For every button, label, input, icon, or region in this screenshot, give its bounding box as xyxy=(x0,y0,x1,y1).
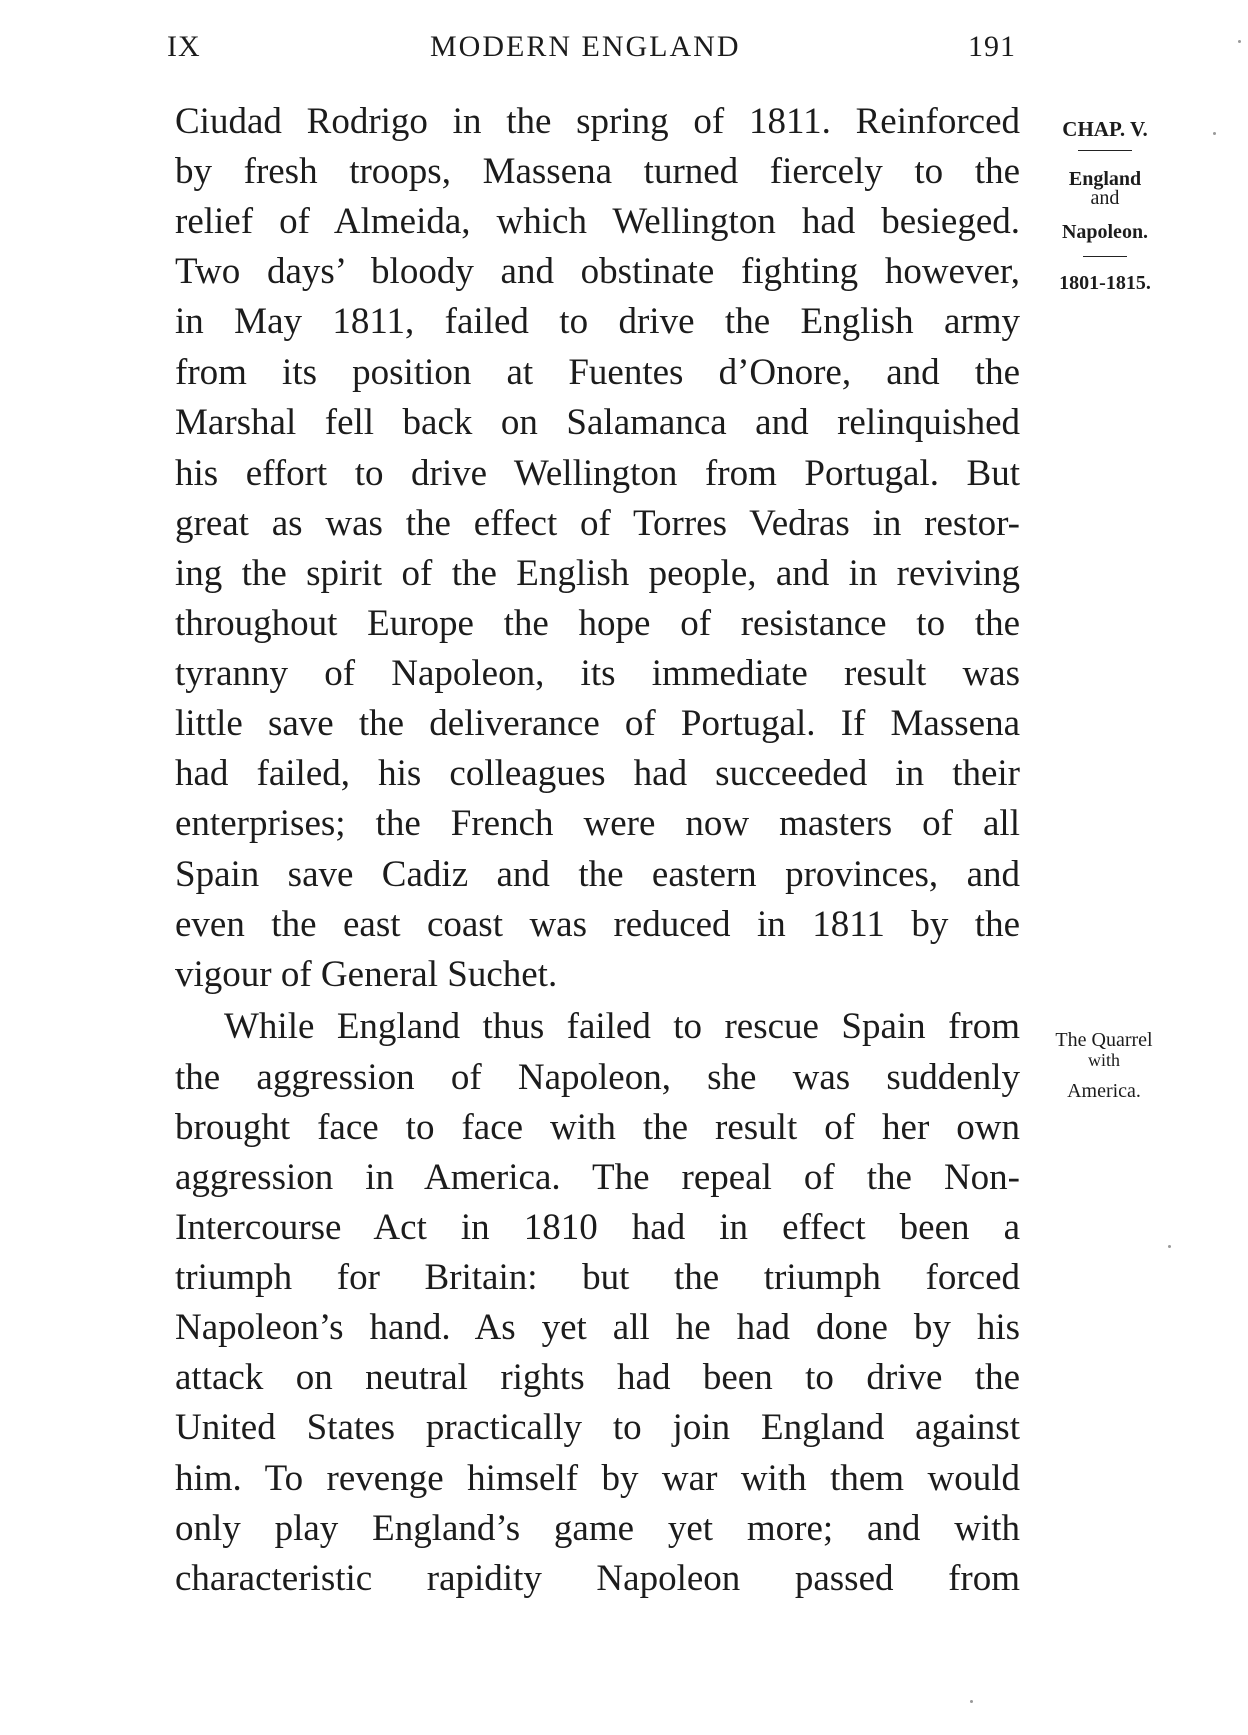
body-line: vigour of General Suchet. xyxy=(175,954,558,995)
body-line: great as was the effect of Torres Vedras in restor- xyxy=(175,503,1020,544)
margin-quarrel-line: America. xyxy=(1067,1080,1141,1102)
body-line: from its position at Fuentes d’Onore, and the xyxy=(175,352,1020,393)
body-line: attack on neutral rights had been to drive the xyxy=(175,1357,1020,1398)
body-line: ing the spirit of the English people, and in reviving xyxy=(175,553,1020,594)
margin-topic-line: England xyxy=(1068,168,1142,190)
body-line: throughout Europe the hope of resistance to the xyxy=(175,603,1020,644)
margin-quarrel-line: with xyxy=(1087,1050,1120,1070)
body-line: little save the deliverance of Portugal. If Massena xyxy=(175,703,1020,744)
body-line: the aggression of Napoleon, she was suddenly xyxy=(175,1057,1020,1098)
body-line: aggression in America. The repeal of the Non- xyxy=(175,1157,1020,1198)
body-line: triumph for Britain: but the triumph forced xyxy=(175,1257,1020,1298)
page-number: 191 xyxy=(968,30,1016,63)
body-line: in May 1811, failed to drive the English army xyxy=(175,301,1020,342)
body-line: Marshal fell back on Salamanca and relinquished xyxy=(175,402,1020,443)
margin-rule xyxy=(1083,256,1127,257)
paragraph-first-line: While England thus failed to rescue Spain from xyxy=(224,1006,1020,1047)
body-line: Napoleon’s hand. As yet all he had done by his xyxy=(175,1307,1020,1348)
body-line: tyranny of Napoleon, its immediate result was xyxy=(175,653,1020,694)
running-title: MODERN ENGLAND xyxy=(430,30,741,63)
body-line: Ciudad Rodrigo in the spring of 1811. Reinforced xyxy=(175,101,1020,142)
margin-topic-line: and xyxy=(1090,187,1120,209)
margin-rule xyxy=(1078,150,1132,151)
paper-speck xyxy=(970,1700,973,1703)
body-line: even the east coast was reduced in 1811 by the xyxy=(175,904,1020,945)
margin-chapter-label: CHAP. V. xyxy=(1062,117,1148,141)
body-line: by fresh troops, Massena turned fiercely to the xyxy=(175,151,1020,192)
margin-dates: 1801-1815. xyxy=(1059,272,1151,294)
margin-topic-line: Napoleon. xyxy=(1061,221,1149,243)
margin-quarrel-line: The Quarrel xyxy=(1055,1029,1153,1051)
body-line: him. To revenge himself by war with them would xyxy=(175,1458,1020,1499)
body-line: Intercourse Act in 1810 had in effect been a xyxy=(175,1207,1020,1248)
paper-speck xyxy=(1238,40,1241,43)
paper-speck xyxy=(1168,1245,1171,1248)
body-line: brought face to face with the result of her own xyxy=(175,1107,1020,1148)
chapter-numeral: IX xyxy=(167,30,201,63)
body-line: Two days’ bloody and obstinate fighting however, xyxy=(175,251,1020,292)
body-line: had failed, his colleagues had succeeded in their xyxy=(175,753,1020,794)
body-line: United States practically to join England against xyxy=(175,1407,1020,1448)
body-line: characteristic rapidity Napoleon passed from xyxy=(175,1558,1020,1599)
body-line: relief of Almeida, which Wellington had besieged. xyxy=(175,201,1020,242)
paper-speck xyxy=(1213,132,1216,135)
body-line: enterprises; the French were now masters of all xyxy=(175,803,1020,844)
body-line: only play England’s game yet more; and with xyxy=(175,1508,1020,1549)
body-line: his effort to drive Wellington from Portugal. But xyxy=(175,453,1020,494)
body-line: Spain save Cadiz and the eastern provinces, and xyxy=(175,854,1020,895)
